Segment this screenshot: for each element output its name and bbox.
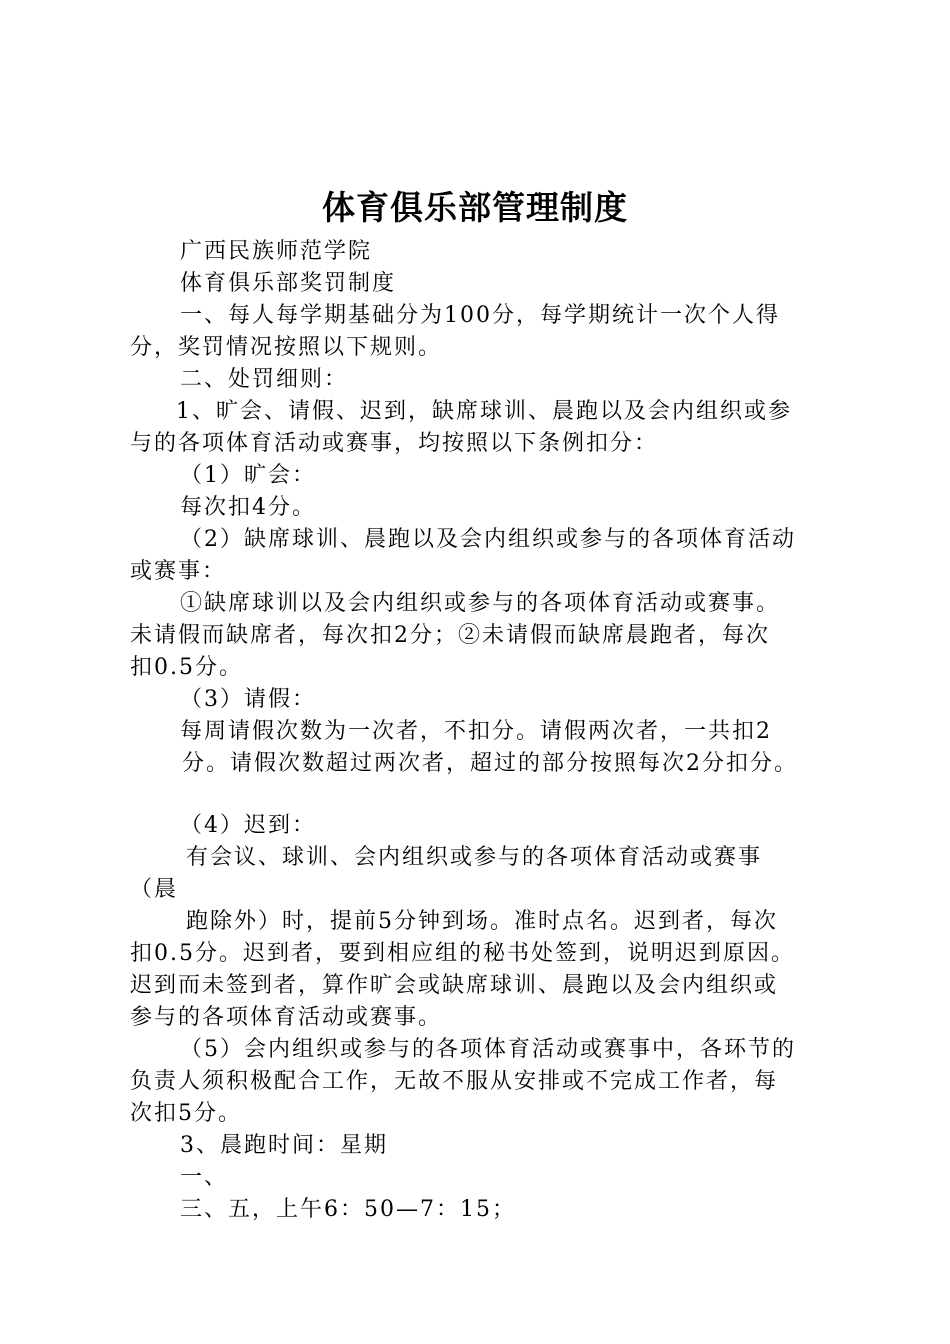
- paragraph-line: （4）迟到：: [180, 813, 316, 838]
- paragraph-line: 每次扣4分。: [180, 495, 316, 520]
- paragraph-line: 一、: [180, 1165, 229, 1190]
- paragraph-line: 或赛事：: [130, 559, 227, 584]
- paragraph-line: 扣0.5分。迟到者，要到相应组的秘书处签到，说明迟到原因。: [130, 941, 795, 966]
- paragraph-line: 体育俱乐部奖罚制度: [180, 271, 397, 296]
- paragraph-line: 参与的各项体育活动或赛事。: [130, 1005, 443, 1030]
- paragraph-line: （1）旷会：: [180, 463, 316, 488]
- paragraph-line: 负责人须积极配合工作，无故不服从安排或不完成工作者，每: [130, 1069, 779, 1094]
- paragraph-line: ①缺席球训以及会内组织或参与的各项体育活动或赛事。: [180, 591, 781, 616]
- paragraph-line: 三、五，上午6：50—7：15；: [180, 1197, 516, 1222]
- paragraph-line: 每周请假次数为一次者，不扣分。请假两次者，一共扣2: [180, 719, 772, 744]
- paragraph-line: （晨: [130, 877, 179, 902]
- paragraph-line: 一、每人每学期基础分为100分，每学期统计一次个人得: [180, 303, 780, 328]
- document-title: 体育俱乐部管理制度: [322, 188, 628, 227]
- paragraph-line: 跑除外）时，提前5分钟到场。准时点名。迟到者，每次: [186, 909, 778, 934]
- paragraph-line: （2）缺席球训、晨跑以及会内组织或参与的各项体育活动: [180, 527, 796, 552]
- paragraph-line: 次扣5分。: [130, 1101, 242, 1126]
- paragraph-line: 未请假而缺席者，每次扣2分；②未请假而缺席晨跑者，每次: [130, 623, 770, 648]
- paragraph-line: 与的各项体育活动或赛事，均按照以下条例扣分：: [130, 431, 659, 456]
- paragraph-line: 二、处罚细则：: [180, 367, 349, 392]
- paragraph-line: 广西民族师范学院: [180, 239, 373, 264]
- paragraph-line: （3）请假：: [180, 687, 316, 712]
- paragraph-line: 迟到而未签到者，算作旷会或缺席球训、晨跑以及会内组织或: [130, 973, 779, 998]
- paragraph-line: 扣0.5分。: [130, 655, 243, 680]
- paragraph-line: 有会议、球训、会内组织或参与的各项体育活动或赛事: [186, 845, 763, 870]
- paragraph-line: 分，奖罚情况按照以下规则。: [130, 335, 443, 360]
- paragraph-line: 3、晨跑时间：星期: [180, 1133, 388, 1158]
- paragraph-line: （5）会内组织或参与的各项体育活动或赛事中，各环节的: [180, 1037, 796, 1062]
- paragraph-line: 分。请假次数超过两次者，超过的部分按照每次2分扣分。: [182, 751, 798, 776]
- paragraph-line: 1、旷会、请假、迟到，缺席球训、晨跑以及会内组织或参: [176, 399, 792, 424]
